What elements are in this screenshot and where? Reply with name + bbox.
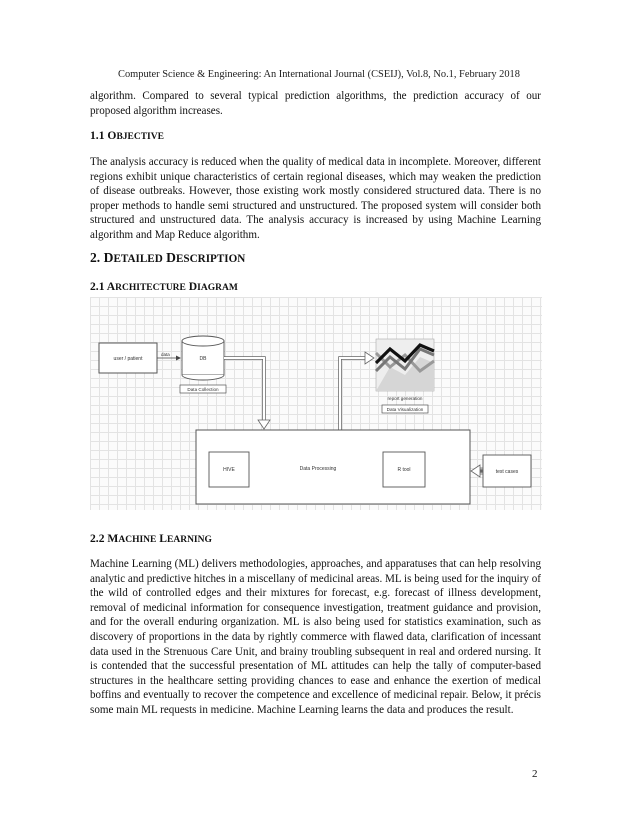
report-generation-label: report generation: [387, 396, 423, 401]
data-collection-label: Data Collection: [187, 387, 219, 392]
section-title: DETAILED DESCRIPTION: [103, 250, 246, 265]
report-chart-icon: [376, 339, 434, 391]
section-1-1-heading: [90, 129, 164, 142]
hive-label: HIVE: [223, 467, 235, 473]
section-2-heading: [90, 250, 245, 266]
machine-learning-paragraph: Machine Learning (ML) delivers methodologies, approaches, and apparatuses that can help resolving analytic and predictive hitches in a miscellany of medicinal areas. ML is being used for the inquiry of the wild of controlled edges and their mixtures for forecast, e.g. forecast of illness development, removal of medicinal information for consequence investigation, treatment guidance and provision, and for the overall enduring organization. ML is also being used for statistics examination, such as discovery of proportions in the data by rightly commerce with flawed data, clarification of incessant data used in the Strenuous Care Unit, and brainy troubling subsequent in real and ordered nursing. It is contended that the successful presentation of ML attitudes can help the tally of computer-based structures in the healthcare setting providing chances to ease and enhance the exertion of medical boffins and eventually to recover the competence and excellence of medicinal repair. Below, it précis some main ML requests in medicine. Machine Learning learns the data and produces the result.: [90, 558, 541, 716]
running-head: Computer Science & Engineering: An International Journal (CSEIJ), Vol.8, No.1, February 2018: [118, 69, 520, 80]
data-arrow-label: data: [161, 352, 170, 357]
architecture-diagram: [90, 297, 542, 510]
db-label: DB: [199, 356, 207, 362]
user-patient-label: user / patient: [113, 356, 143, 362]
section-number: 2.2: [90, 532, 105, 545]
section-2-1-heading: [90, 280, 238, 293]
architecture-diagram-svg: [90, 297, 542, 510]
section-title: MACHINE LEARNING: [107, 532, 212, 545]
objective-paragraph: The analysis accuracy is reduced when the quality of medical data in incomplete. Moreover, different regions exhibit unique characteristics of certain regional diseases, which may weaken the prediction of disease outbreaks. However, those existing work mostly considered structured data. There is no proper methods to handle semi structured and unstructured. The proposed system will consider both structured and unstructured data. The analysis accuracy is increased by using Machine Learning algorithm and Map Reduce algorithm.: [90, 156, 541, 241]
data-arrow-head: [176, 356, 181, 361]
page-number: 2: [532, 768, 538, 780]
section-title: ARCHITECTURE DIAGRAM: [106, 280, 238, 293]
data-visualization-label: Data Visualization: [386, 407, 424, 412]
intro-continuation-paragraph: algorithm. Compared to several typical prediction algorithms, the prediction accuracy of our proposed algorithm increases.: [90, 90, 541, 117]
section-number: 2.1: [90, 280, 105, 293]
section-number: 1.1: [90, 129, 105, 142]
test-cases-label: test cases: [495, 469, 519, 475]
section-2-2-heading: [90, 532, 212, 545]
processing-to-report-arrow: [340, 358, 366, 431]
r-tool-label: R tool: [397, 467, 411, 473]
section-number: 2.: [90, 250, 101, 265]
section-title: OBJECTIVE: [107, 129, 164, 142]
db-to-processing-arrow: [224, 358, 264, 421]
data-processing-label: Data Processing: [299, 466, 337, 472]
